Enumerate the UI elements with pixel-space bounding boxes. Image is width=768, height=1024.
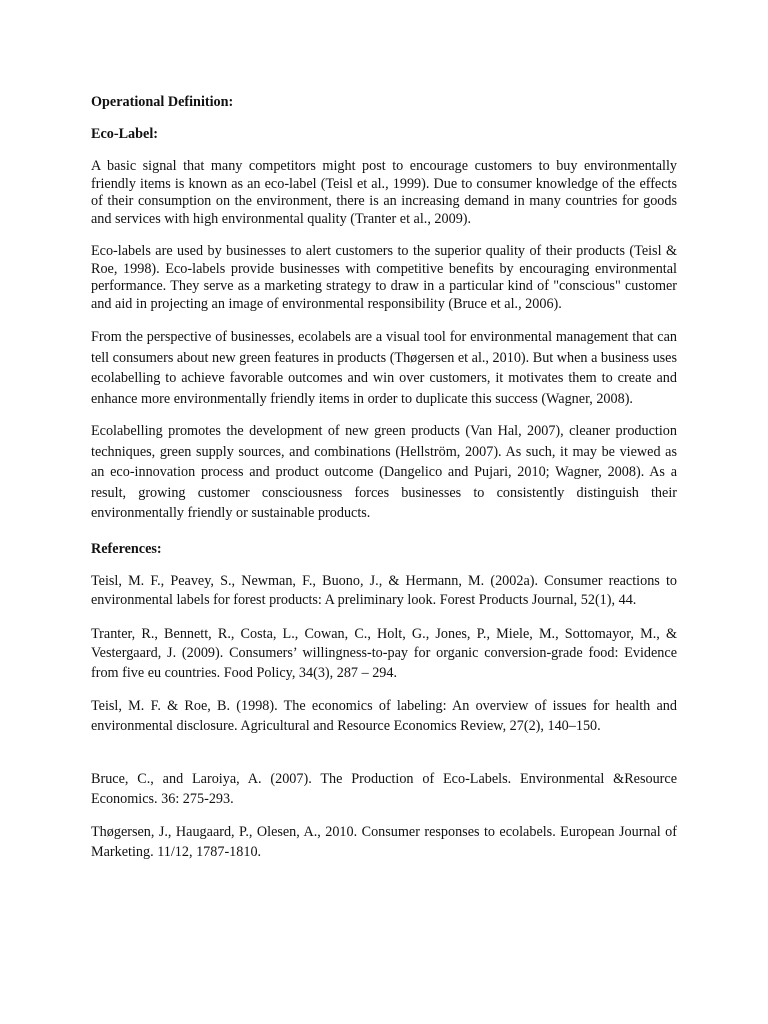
paragraph: From the perspective of businesses, ecolabels are a visual tool for environmental management that can tell consumers about new green features in products (Thøgersen et al., 2010). But when a business uses ecolabelling to achieve favorable outcomes and win over customers, it motivates them to create and enhance more environmentally friendly items in order to duplicate this success (Wagner, 2008). [91,329,677,407]
document-page [91,93,677,862]
references-title: References: [91,540,162,557]
reference-item: Thøgersen, J., Haugaard, P., Olesen, A., 2010. Consumer responses to ecolabels. European Journal of Marketing. 11/12, 1787-1810. [91,824,677,860]
paragraph: Eco-labels are used by businesses to alert customers to the superior quality of their products (Teisl & Roe, 1998). Eco-labels provide businesses with competitive benefits by encouraging environmental performance. They serve as a marketing strategy to draw in a particular kind of "conscious" customer and aid in projecting an image of environmental responsibility (Bruce et al., 2006). [91,243,677,312]
reference-item: Teisl, M. F. & Roe, B. (1998). The economics of labeling: An overview of issues for health and environmental disclosure. Agricultural and Resource Economics Review, 27(2), 140–150. [91,698,677,734]
paragraph: A basic signal that many competitors might post to encourage customers to buy environmentally friendly items is known as an eco-label (Teisl et al., 1999). Due to consumer knowledge of the effects of their consumption on the environment, there is an increasing demand in many countries for goods and services with high environmental quality (Tranter et al., 2009). [91,158,677,227]
reference-item: Teisl, M. F., Peavey, S., Newman, F., Buono, J., & Hermann, M. (2002a). Consumer reactions to environmental labels for forest products: A preliminary look. Forest Products Journal, 52(1), 44. [91,572,677,608]
section-title: Operational Definition: [91,94,234,110]
subsection-title: Eco-Label: [91,126,158,142]
reference-item: Bruce, C., and Laroiya, A. (2007). The Production of Eco-Labels. Environmental &Resource Economics. 36: 275-293. [91,771,677,807]
paragraph: Ecolabelling promotes the development of new green products (Van Hal, 2007), cleaner production techniques, green supply sources, and combinations (Hellström, 2007). As such, it may be viewed as an eco-innovation process and product outcome (Dangelico and Pujari, 2010; Wagner, 2008). As a result, growing customer consciousness forces businesses to consistently distinguish their environmentally friendly or sustainable products. [91,423,677,521]
reference-item: Tranter, R., Bennett, R., Costa, L., Cowan, C., Holt, G., Jones, P., Miele, M., Sottomayor, M., & Vestergaard, J. (2009). Consumers’ willingness-to-pay for organic conversion-grade food: Evidence from five eu countries. Food Policy, 34(3), 287 – 294. [91,625,677,681]
